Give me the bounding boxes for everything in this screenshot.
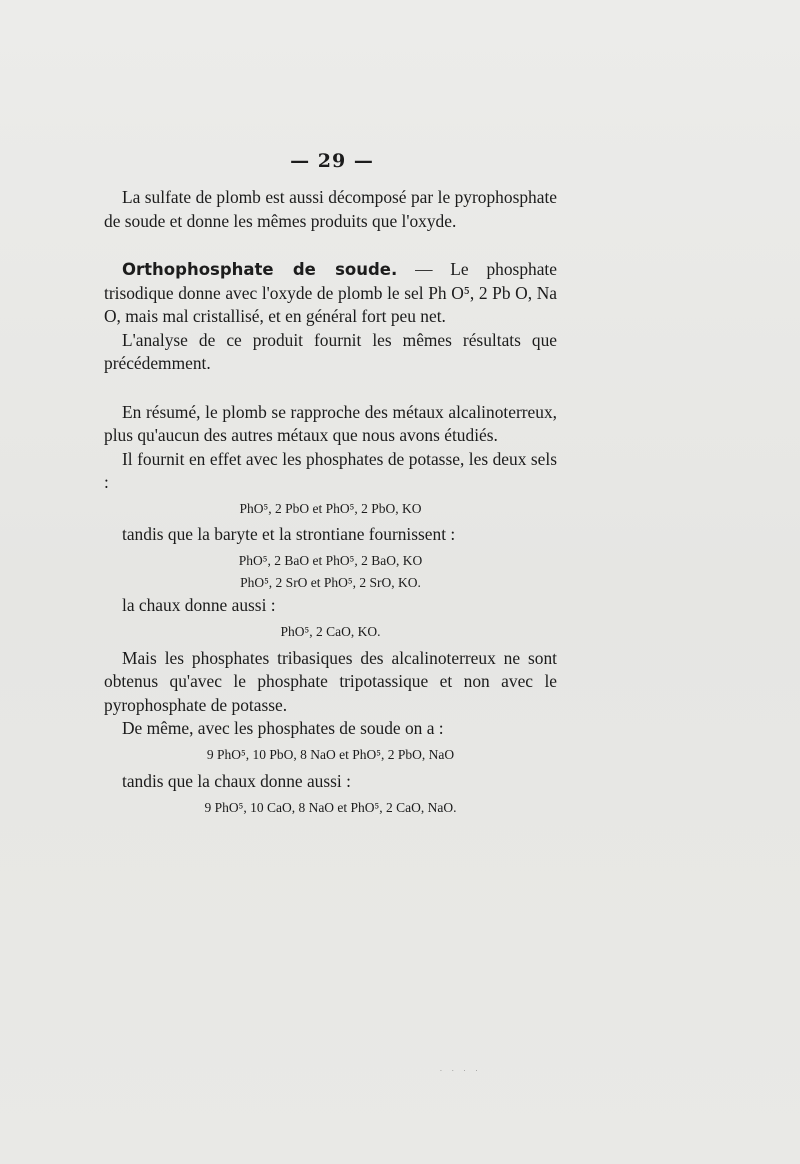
paragraph-baryte: tandis que la baryte et la strontiane fournissent : [122, 523, 456, 544]
formula-calcium-salt: PhO⁵, 2 CaO, KO. [280, 623, 381, 639]
formula-lead-salts: PhO⁵, 2 PbO et PhO⁵, 2 PbO, KO [239, 500, 422, 516]
section-heading: Orthophosphate de soude. [122, 260, 398, 279]
paper-specks: · · · · [440, 1068, 482, 1075]
paragraph-resume: En résumé, le plomb se rapproche des métaux alcalinoterreux, plus qu'aucun des autres métaux que nous avons étudiés. [104, 401, 557, 445]
formula-barium-salts: PhO⁵, 2 BaO et PhO⁵, 2 BaO, KO [238, 553, 423, 568]
paragraph-tribasiques: Mais les phosphates tribasiques des alcalinoterreux ne sont obtenus qu'avec le phosphate tripotassique et non avec le pyrophosphate de potasse. [104, 647, 557, 715]
paragraph-orthophosphate [104, 258, 557, 329]
paragraph-potasse: Il fournit en effet avec les phosphates de potasse, les deux sels : [104, 448, 557, 492]
formula-soda-calcium-salts: 9 PhO⁵, 10 CaO, 8 NaO et PhO⁵, 2 CaO, NaO. [204, 800, 457, 815]
paragraph-chaux: la chaux donne aussi : [122, 595, 276, 615]
page-number: — 29 — [290, 150, 374, 172]
paragraph-sulfate: La sulfate de plomb est aussi décomposé par le pyrophosphate de soude et donne les mêmes produits que l'oxyde. [104, 187, 557, 231]
formula-soda-lead-salts: 9 PhO⁵, 10 PbO, 8 NaO et PhO⁵, 2 PbO, NaO [206, 746, 455, 762]
paragraph-chaux-soude: tandis que la chaux donne aussi : [122, 770, 351, 791]
paragraph-soude: De même, avec les phosphates de soude on a : [122, 718, 444, 738]
formula-strontium-salts: PhO⁵, 2 SrO et PhO⁵, 2 SrO, KO. [240, 575, 421, 590]
paragraph-analyse: L'analyse de ce produit fournit les mêmes résultats que précédemment. [104, 329, 557, 373]
page-body [104, 186, 557, 819]
paragraph-orthophosphate-body: — Le phosphate trisodique donne avec l'oxyde de plomb le sel Ph O⁵, 2 Pb O, Na O, mais mal cristallisé, et en général fort peu net. [104, 259, 557, 326]
